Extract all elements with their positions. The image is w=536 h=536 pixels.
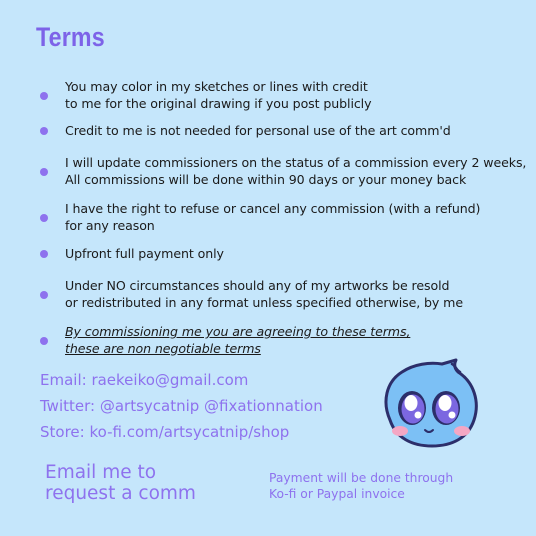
term-item (0, 79, 536, 112)
bullet-icon (40, 92, 48, 100)
term-text: Upfront full payment only (65, 246, 224, 261)
bullet-icon (40, 250, 48, 258)
bullet-icon (40, 337, 48, 345)
bullet-icon (40, 168, 48, 176)
term-text: I have the right to refuse or cancel any commission (with a refund) for any reason (65, 201, 481, 233)
request-comm-text: Email me to request a comm (45, 462, 196, 504)
payment-info: Payment will be done through Ko-fi or Paypal invoice (269, 471, 454, 501)
term-item (0, 278, 536, 311)
page-title: Terms (36, 22, 105, 52)
bullet-icon (40, 291, 48, 299)
contact-email: Email: raekeiko@gmail.com (40, 371, 249, 389)
bullet-icon (40, 127, 48, 135)
term-item-agreement (0, 324, 536, 357)
term-item (0, 155, 536, 188)
contact-store: Store: ko-fi.com/artsycatnip/shop (40, 423, 290, 441)
blue-cat-mascot-icon (378, 358, 484, 452)
term-text: Credit to me is not needed for personal use of the art comm'd (65, 123, 451, 138)
term-item (0, 246, 536, 263)
term-text: I will update commissioners on the status of a commission every 2 weeks, All commissions will be done within 90 days or your money back (65, 155, 527, 187)
bullet-icon (40, 214, 48, 222)
term-item (0, 201, 536, 234)
term-text: You may color in my sketches or lines with credit to me for the original drawing if you post publicly (65, 79, 372, 111)
term-text: Under NO circumstances should any of my artworks be resold or redistributed in any format unless specified otherwise, by me (65, 278, 463, 310)
contact-twitter: Twitter: @artsycatnip @fixationnation (40, 397, 323, 415)
term-item (0, 123, 536, 140)
agreement-text: By commissioning me you are agreeing to these terms, these are non negotiable terms (65, 324, 411, 356)
